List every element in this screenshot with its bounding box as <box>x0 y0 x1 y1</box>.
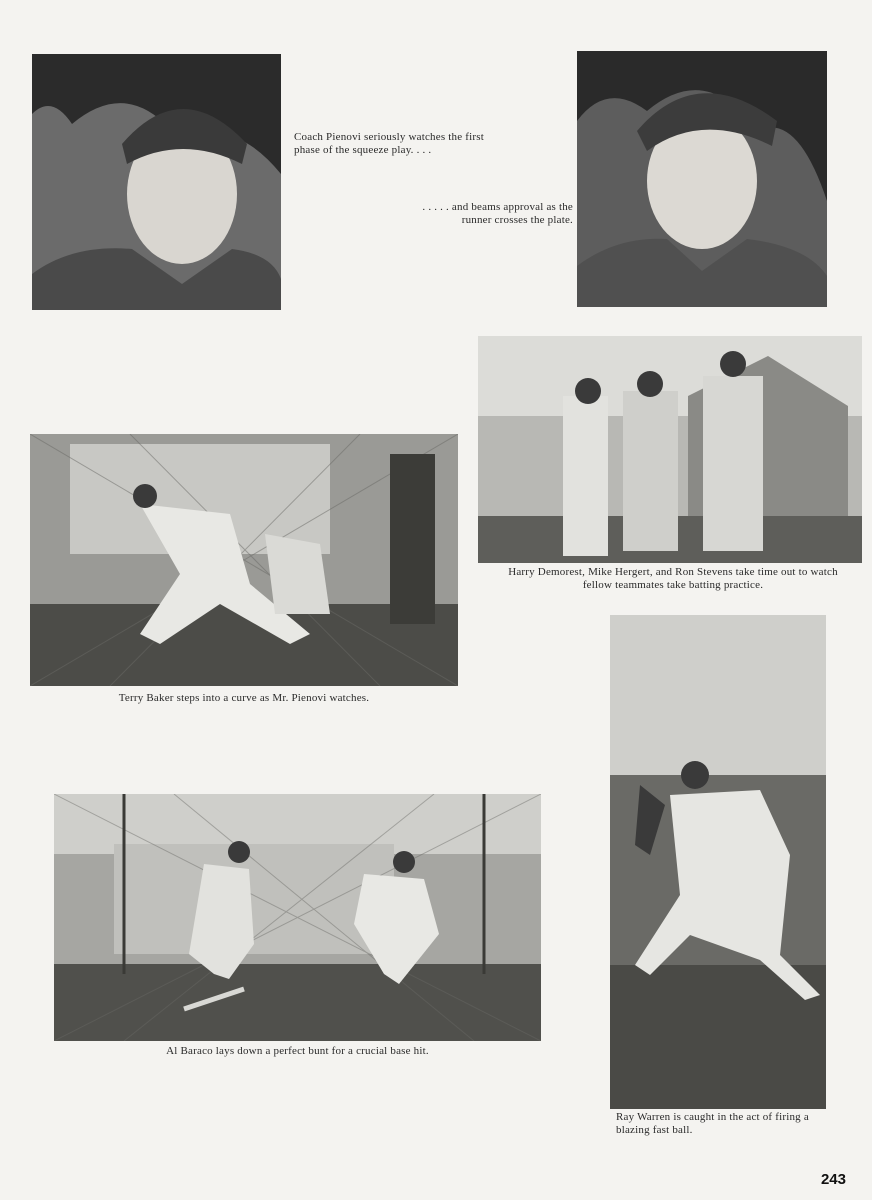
ray-warren-caption: Ray Warren is caught in the act of firing a blazing fast ball. <box>616 1111 809 1136</box>
ray-warren-photo <box>610 615 826 1109</box>
coach-watches-caption: Coach Pienovi seriously watches the first phase of the squeeze play. . . . <box>294 131 484 156</box>
coach-beams-caption: . . . . . and beams approval as the runner crosses the plate. <box>422 201 573 226</box>
al-baraco-caption: Al Baraco lays down a perfect bunt for a crucial base hit. <box>166 1045 429 1057</box>
coach-smiling-photo <box>577 51 827 307</box>
teammates-photo <box>478 336 862 563</box>
terry-baker-photo <box>30 434 458 686</box>
al-baraco-photo <box>54 794 541 1041</box>
terry-baker-caption: Terry Baker steps into a curve as Mr. Pienovi watches. <box>118 692 370 704</box>
page-number: 243 <box>820 1171 846 1188</box>
teammates-caption: Harry Demorest, Mike Hergert, and Ron Stevens take time out to watch fellow teammates take batting practice. <box>508 566 838 591</box>
coach-serious-photo <box>32 54 281 310</box>
